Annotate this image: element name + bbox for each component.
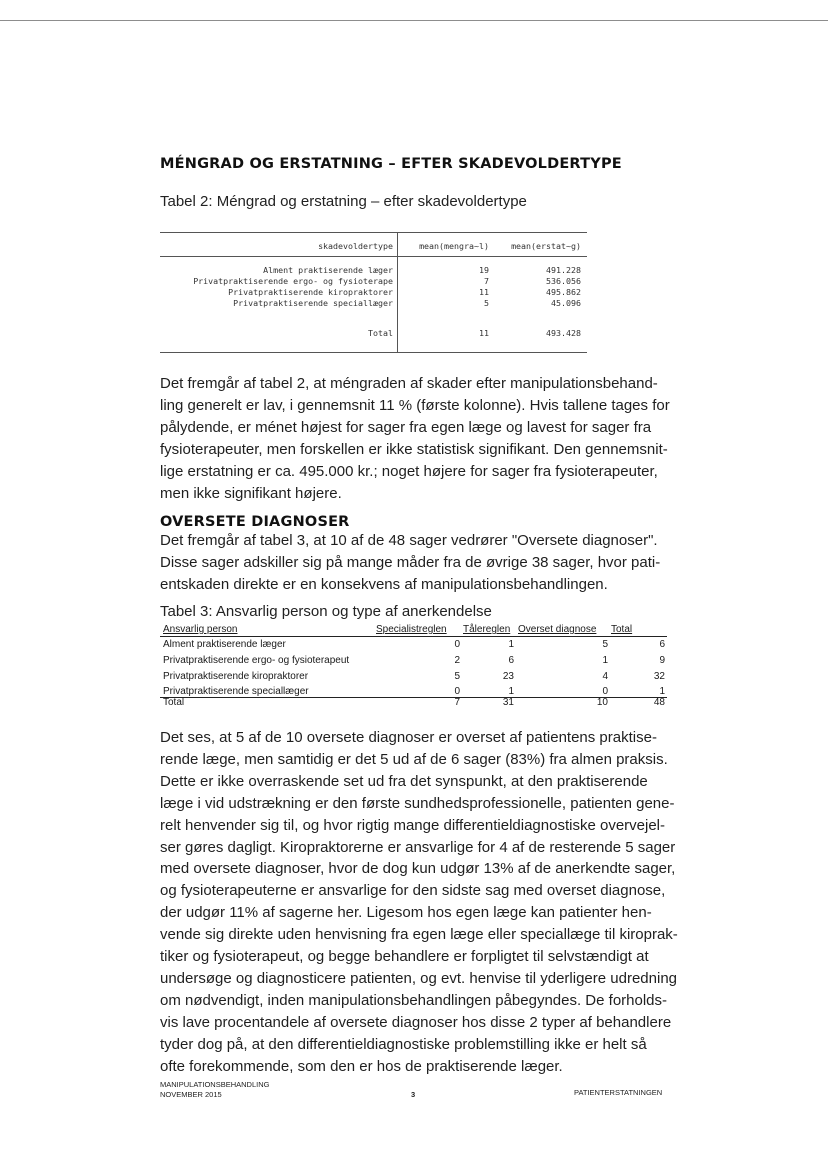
table2-row-label: Privatpraktiserende kiropraktorer — [228, 287, 393, 297]
table3-total-cell: 31 — [502, 697, 514, 708]
text-line: vis lave procentandele af oversete diagnoser hos disse 2 typer af behandlere — [160, 1013, 672, 1031]
table3-cell: 0 — [454, 639, 460, 650]
table3-cell: 1 — [508, 686, 514, 697]
top-rule — [0, 20, 828, 21]
table2-rule-bottom — [160, 352, 587, 353]
table2-header-cell: mean(mengra~l) — [419, 241, 489, 251]
text-line: læge i vid udstrækning er den første sundhedsprofessionelle, patienten gene- — [160, 794, 675, 812]
footer-organization: PATIENTERSTATNINGEN — [574, 1088, 663, 1097]
table3-cell: 0 — [454, 686, 460, 697]
table2-row-label: Privatpraktiserende ergo- og fysioterape — [193, 276, 393, 286]
table2-cell: 5 — [484, 298, 489, 308]
table3-total-cell: 48 — [653, 697, 665, 708]
table2-cell: 491.228 — [546, 265, 581, 275]
footer-document-title: MANIPULATIONSBEHANDLING — [160, 1080, 270, 1089]
text-line: om nødvendigt, inden manipulationsbehandlingen påbegyndes. De forholds- — [160, 991, 668, 1009]
text-line: Det fremgår af tabel 2, at méngraden af skader efter manipulationsbehand- — [160, 375, 658, 392]
text-line: entskaden direkte er en konsekvens af manipulationsbehandlingen. — [160, 575, 608, 593]
table3-header-cell: Total — [611, 624, 633, 635]
section-heading-mengrad: MÉNGRAD OG ERSTATNING – EFTER SKADEVOLDERTYPE — [160, 156, 622, 172]
table3-cell: 4 — [602, 671, 608, 682]
table3-row-label: Privatpraktiserende speciallæger — [163, 686, 309, 697]
table3-header-rule — [160, 636, 667, 637]
paragraph-mengrad — [160, 373, 670, 504]
text-line: tiker og fysioterapeut, og begge behandlere er forpligtet til selvstændigt at — [160, 948, 649, 966]
table2-total-cell: 11 — [479, 328, 489, 338]
text-line: Dette er ikke overraskende set ud fra det synspunkt, at den praktiserende — [160, 772, 648, 790]
table3-cell: 9 — [659, 655, 665, 666]
table3-cell: 0 — [602, 686, 608, 697]
text-line: men ikke signifikant højere. — [160, 484, 342, 502]
text-line: Det ses, at 5 af de 10 oversete diagnoser er overset af patientens praktise- — [160, 729, 657, 746]
table2-divider — [397, 232, 398, 353]
section-heading-oversete: OVERSETE DIAGNOSER — [160, 514, 350, 530]
text-line: ser gøres dagligt. Kiropraktorerne er ansvarlige for 4 af de resterende 5 sager — [160, 838, 676, 856]
table2-header-cell: mean(erstat~g) — [511, 241, 581, 251]
table2-header-cell: skadevoldertype — [318, 241, 393, 251]
table2-row-label: Alment praktiserende læger — [263, 265, 393, 275]
table3-cell: 1 — [602, 655, 608, 666]
table3-cell: 5 — [454, 671, 460, 682]
table2-total-label: Total — [368, 328, 393, 338]
table3-header-cell: Tålereglen — [463, 624, 511, 635]
table3-caption: Tabel 3: Ansvarlig person og type af anerkendelse — [160, 603, 492, 620]
table3 — [160, 620, 667, 712]
table2-cell: 495.862 — [546, 287, 581, 297]
text-line: lige erstatning er ca. 495.000 kr.; noget højere for sager fra fysioterapeuter, — [160, 462, 658, 480]
table3-header-cell: Specialistreglen — [376, 624, 447, 635]
table3-row-label: Privatpraktiserende ergo- og fysioterapeut — [163, 655, 350, 666]
table3-row-label: Alment praktiserende læger — [163, 639, 286, 650]
table3-header-cell: Overset diagnose — [518, 624, 597, 635]
footer-date: NOVEMBER 2015 — [160, 1090, 222, 1099]
table2-cell: 7 — [484, 276, 489, 286]
table2-cell: 536.056 — [546, 276, 581, 286]
text-line: Det fremgår af tabel 3, at 10 af de 48 sager vedrører "Oversete diagnoser". — [160, 532, 658, 549]
table3-row-label: Privatpraktiserende kiropraktorer — [163, 671, 309, 682]
table3-cell: 1 — [508, 639, 514, 650]
text-line: relt henvender sig til, og hvor rigtig mange differentieldiagnostiske overvejel- — [160, 816, 665, 834]
table2 — [160, 232, 587, 353]
table2-caption: Tabel 2: Méngrad og erstatning – efter skadevoldertype — [160, 193, 527, 210]
text-line: der udgør 11% af sagerne her. Ligesom hos egen læge kan patienter hen- — [160, 904, 652, 922]
table3-cell: 23 — [502, 671, 514, 682]
table2-cell: 11 — [479, 287, 489, 297]
table3-total-cell: 10 — [596, 697, 608, 708]
table2-rule-mid — [160, 256, 587, 257]
table2-cell: 45.096 — [551, 298, 581, 308]
table3-total-cell: 7 — [454, 697, 460, 708]
table2-row-label: Privatpraktiserende speciallæger — [233, 298, 393, 308]
table2-cell: 19 — [479, 265, 489, 275]
text-line: ling generelt er lav, i gennemsnit 11 % (første kolonne). Hvis tallene tages for — [160, 396, 670, 414]
text-line: med oversete diagnoser, hvor de dog kun udgør 13% af de anerkendte sager, — [160, 860, 676, 878]
text-line: undersøge og diagnosticere patienten, og evt. henvise til yderligere udredning — [160, 969, 678, 987]
table2-rule-top — [160, 232, 587, 233]
paragraph-oversete-intro — [160, 530, 667, 596]
table3-cell: 6 — [659, 639, 665, 650]
table2-total-cell: 493.428 — [546, 328, 581, 338]
text-line: ofte forekommende, som den er hos de praktiserende læger. — [160, 1057, 563, 1075]
text-line: fysioterapeuter, men forskellen er ikke statistisk signifikant. Den gennemsnit- — [160, 440, 668, 458]
footer-page-number: 3 — [411, 1090, 416, 1099]
table3-cell: 32 — [653, 671, 665, 682]
table3-total-label: Total — [163, 697, 185, 708]
table3-cell: 6 — [508, 655, 514, 666]
table3-cell: 1 — [659, 686, 665, 697]
text-line: pålydende, er ménet højest for sager fra egen læge og lavest for sager fra — [160, 418, 652, 436]
text-line: rende læge, men samtidig er det 5 ud af de 6 sager (83%) fra almen praksis. — [160, 750, 668, 768]
table3-header-cell: Ansvarlig person — [163, 624, 238, 635]
table3-cell: 2 — [454, 655, 460, 666]
text-line: Disse sager adskiller sig på mange måder fra de øvrige 38 sager, hvor pati- — [160, 553, 661, 571]
text-line: tyder dog på, at den differentieldiagnostiske problemstilling ikke er helt så — [160, 1035, 647, 1053]
table3-cell: 5 — [602, 639, 608, 650]
paragraph-oversete-analysis — [160, 727, 678, 1078]
text-line: og fysioterapeuterne er ansvarlige for den sidste sag med overset diagnose, — [160, 882, 666, 900]
text-line: vende sig direkte uden henvisning fra egen læge eller speciallæge til kiroprak- — [160, 926, 678, 944]
